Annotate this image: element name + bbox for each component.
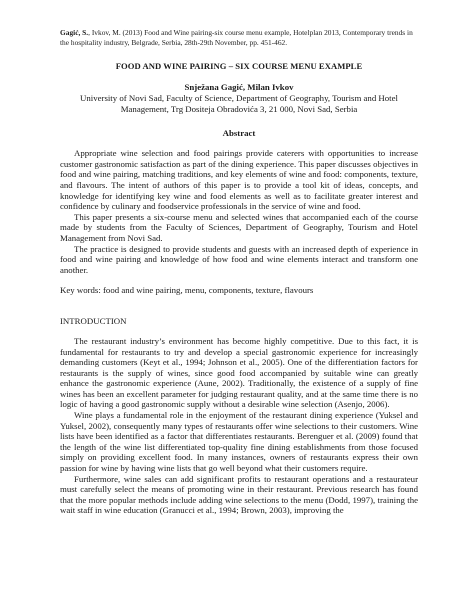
abstract-heading: Abstract [222, 128, 256, 139]
introduction-paragraph-1: The restaurant industry’s environment has become highly competitive. Due to this fact, it is fundamental for restaurants to try and develop a special gastronomic experience for increasingly demanding customers (Keyt et al., 1994; Johnson et al., 2005). One of the differentiation factors for restaurants is the supply of wines, since good food accompanied by suitable wine can greatly enhance the gastronomic experience (Aune, 2002). Traditionally, the existence of a supply of fine wines has been an excellent parameter for judging restaurant quality, and at the same time there is no logic of having a good gastronomic supply without a desirable wine selection (Asenjo, 2006). [60, 335, 418, 410]
abstract-paragraph-2: This paper presents a six-course menu and selected wines that accompanied each of the course made by students from the Faculty of Sciences, Department of Geography, Tourism and Hotel Management from Novi Sad. [60, 211, 418, 243]
citation-authors-bold: Gagić, S. [60, 28, 89, 37]
paper-authors: Snježana Gagić, Milan Ivkov [184, 82, 294, 93]
paper-affiliation: University of Novi Sad, Faculty of Science, Department of Geography, Tourism and Hotel Management, Trg Dositeja Obradovića 3, 21 000, Novi Sad, Serbia [80, 93, 398, 115]
introduction-paragraph-3: Furthermore, wine sales can add significant profits to restaurant operations and a restaurateur must carefully select the means of promoting wine in their restaurant. Previous research has found that the more popular methods include adding wine selections to the menu (Dodd, 1997), training the wait staff in wine education (Granucci et al., 1994; Brown, 2003), improving the [60, 473, 418, 516]
citation-rest: , Ivkov, M. (2013) Food and Wine pairing-six course menu example, Hotelplan 2013, Contemporary trends in the hospitality industry, Belgrade, Serbia, 28th-29th November, pp. 451-462. [60, 28, 413, 47]
paper-title: FOOD AND WINE PAIRING – SIX COURSE MENU EXAMPLE [115, 61, 363, 72]
abstract-paragraph-3: The practice is designed to provide students and guests with an increased depth of experience in food and wine pairing and knowledge of how food and wine elements interact and transform one another. [60, 243, 418, 275]
citation-header [60, 28, 418, 47]
abstract-paragraph-1: Appropriate wine selection and food pairings provide caterers with opportunities to increase customer gastronomic satisfaction as part of the dining experience. This paper discusses objectives in food and wine pairing, matching traditions, and key elements of wine and food: components, texture, and flavours. The intent of authors of this paper is to provide a tool kit of ideas, concepts, and knowledge for identifying key wine and food elements as well as to facilitate greater interest and confidence by culinary and foodservice professionals in the service of wine and food. [60, 148, 418, 212]
introduction-heading: INTRODUCTION [60, 315, 127, 326]
introduction-paragraph-2: Wine plays a fundamental role in the enjoyment of the restaurant dining experience (Yuksel and Yuksel, 2002), consequently many types of restaurants offer wine selections to their customers. Wine lists have been identified as a factor that differentiates restaurants. Berenguer et al. (2009) found that the length of the wine list differentiated top-quality fine dining establishments from those focused simply on providing excellent food. In many instances, owners of restaurants express their own passion for wine by having wine lists that go well beyond what their customers require. [60, 410, 418, 474]
keywords: Key words: food and wine pairing, menu, components, texture, flavours [60, 285, 314, 296]
